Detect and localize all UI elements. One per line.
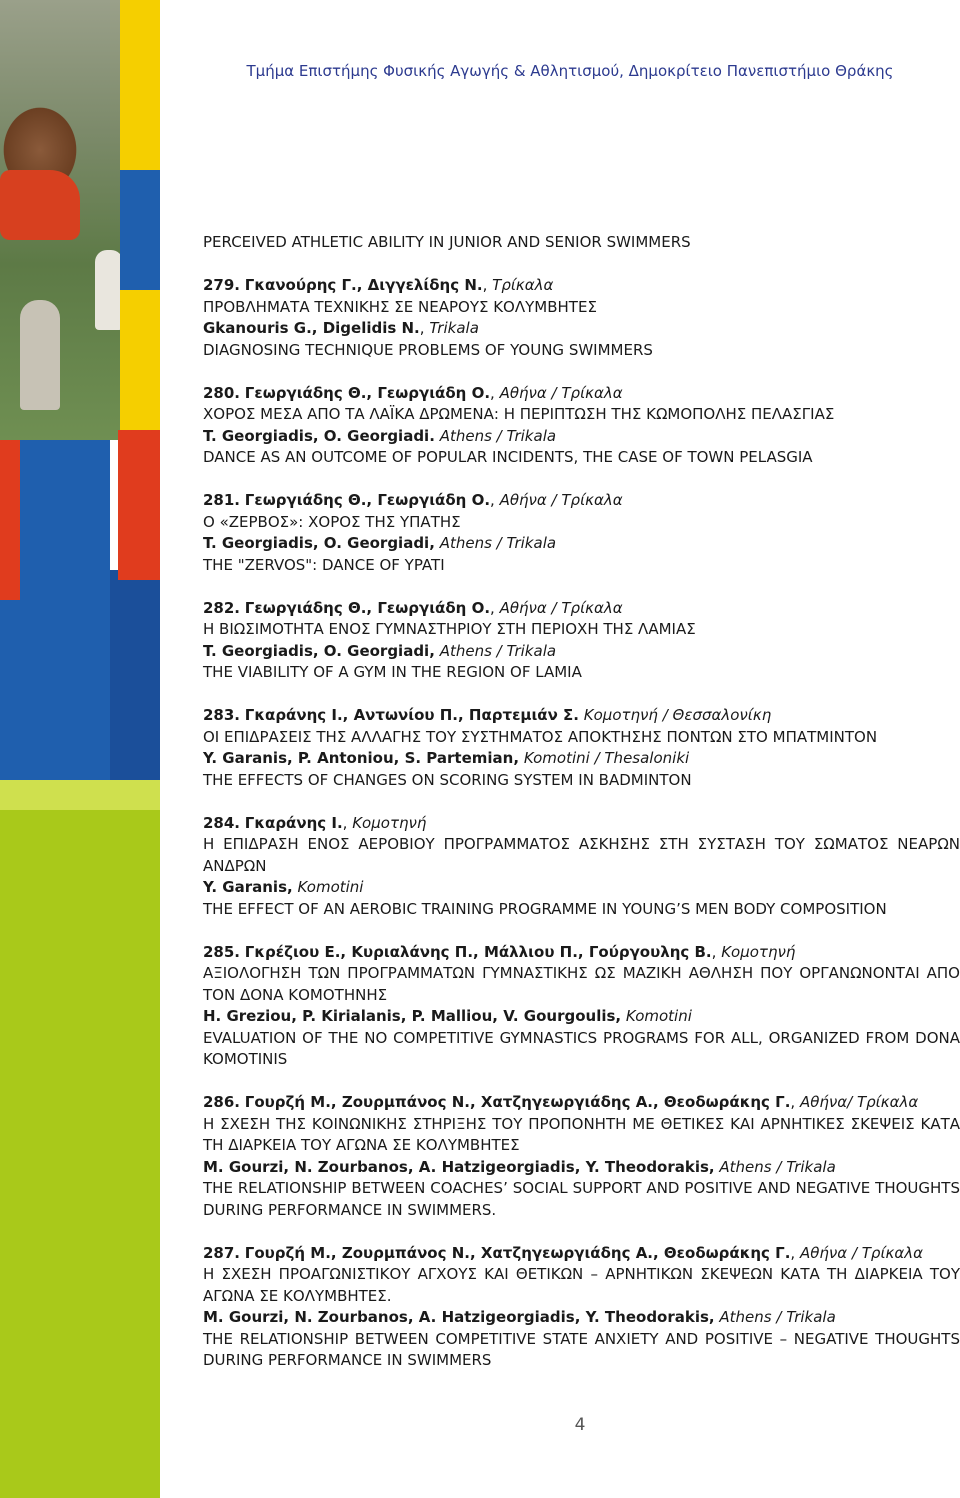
- decorative-stripe: [120, 170, 160, 290]
- entry-title-gr: Η ΣΧΕΣΗ ΠΡΟΑΓΩΝΙΣΤΙΚΟΥ ΑΓΧΟΥΣ ΚΑΙ ΘΕΤΙΚΩΝ – ΑΡΝΗΤΙΚΩΝ ΣΚΕΨΕΩΝ ΚΑΤΑ ΤΗ ΔΙΑΡΚΕΙΑ ΤΟΥ ΑΓΩΝΑ ΣΕ ΚΟΛΥΜΒΗΤΕΣ.: [203, 1265, 960, 1305]
- entry-place-gr: Αθήνα / Τρίκαλα: [499, 383, 623, 402]
- entry-286: 286. Γουρζή Μ., Ζουρμπάνος Ν., Χατζηγεωργιάδης Α., Θεοδωράκης Γ., Αθήνα/ Τρίκαλα Η ΣΧΕΣΗ ΤΗΣ ΚΟΙΝΩΝΙΚΗΣ ΣΤΗΡΙΞΗΣ ΤΟΥ ΠΡΟΠΟΝΗΤΗ ΜΕ ΘΕΤΙΚΕΣ ΚΑΙ ΑΡΝΗΤΙΚΕΣ ΣΚΕΨΕΙΣ ΚΑΤΑ ΤΗ ΔΙΑΡΚΕΙΑ ΤΟΥ ΑΓΩΝΑ ΣΕ ΚΟΛΥΜΒΗΤΕΣ M. Gourzi, N. Zourbanos, A. Hatzigeorgiadis, Y. Theodorakis, Athens / Trikala THE RELATIONSHIP BETWEEN COACHES’ SOCIAL SUPPORT AND POSITIVE AND NEGATIVE THOUGHTS DURING PERFORMANCE IN SWIMMERS.: [203, 1092, 960, 1221]
- entry-authors-en: T. Georgiadis, O. Georgiadi,: [203, 641, 435, 660]
- entry-title-gr: ΧΟΡΟΣ ΜΕΣΑ ΑΠΟ ΤΑ ΛΑΪΚΑ ΔΡΩΜΕΝΑ: Η ΠΕΡΙΠΤΩΣΗ ΤΗΣ ΚΩΜΟΠΟΛΗΣ ΠΕΛΑΣΓΙΑΣ: [203, 405, 835, 423]
- entry-place-gr: Κομοτηνή / Θεσσαλονίκη: [583, 706, 772, 724]
- entry-title-en: THE EFFECT OF AN AEROBIC TRAINING PROGRAMME IN YOUNG’S MEN BODY COMPOSITION: [203, 899, 887, 918]
- entry-authors-gr: Γεωργιάδης Θ., Γεωργιάδη Ο.: [244, 491, 491, 509]
- entry-authors-en: Y. Garanis, P. Antoniou, S. Partemian,: [203, 749, 520, 767]
- entry-282: 282. Γεωργιάδης Θ., Γεωργιάδη Ο., Αθήνα / Τρίκαλα Η ΒΙΩΣΙΜΟΤΗΤΑ ΕΝΟΣ ΓΥΜΝΑΣΤΗΡΙΟΥ ΣΤΗ ΠΕΡΙΟΧΗ ΤΗΣ ΛΑΜΙΑΣ T. Georgiadis, O. Georgiadi, Athens / Trikala THE VIABILITY OF A GYM IN THE REGION OF LAMIA: [203, 598, 960, 684]
- entry-authors-en: Gkanouris G., Digelidis N.: [203, 319, 420, 337]
- entry-number: 287.: [203, 1243, 241, 1262]
- entry-title-gr: ΟΙ ΕΠΙΔΡΑΣΕΙΣ ΤΗΣ ΑΛΛΑΓΗΣ ΤΟΥ ΣΥΣΤΗΜΑΤΟΣ ΑΠΟΚΤΗΣΗΣ ΠΟΝΤΩΝ ΣΤΟ ΜΠΑΤΜΙΝΤΟΝ: [203, 727, 878, 746]
- entry-authors-en: Y. Garanis,: [203, 878, 293, 896]
- entry-place-gr: Κομοτηνή: [721, 942, 796, 961]
- entry-place-gr: Αθήνα/ Τρίκαλα: [799, 1093, 919, 1111]
- entry-title-en: THE VIABILITY OF A GYM IN THE REGION OF LAMIA: [203, 663, 582, 681]
- entry-authors-gr: Γουρζή Μ., Ζουρμπάνος Ν., Χατζηγεωργιάδης Α., Θεοδωράκης Γ.: [244, 1093, 791, 1111]
- entry-title-gr: ΠΡΟΒΛΗΜΑΤΑ ΤΕΧΝΙΚΗΣ ΣΕ ΝΕΑΡΟΥΣ ΚΟΛΥΜΒΗΤΕΣ: [203, 297, 597, 316]
- entry-title-en: THE RELATIONSHIP BETWEEN COACHES’ SOCIAL SUPPORT AND POSITIVE AND NEGATIVE THOUGHTS DURING PERFORMANCE IN SWIMMERS.: [203, 1179, 960, 1219]
- entry-285: 285. Γκρέζιου Ε., Κυριαλάνης Π., Μάλλιου Π., Γούργουλης Β., Κομοτηνή ΑΞΙΟΛΟΓΗΣΗ ΤΩΝ ΠΡΟΓΡΑΜΜΑΤΩΝ ΓΥΜΝΑΣΤΙΚΗΣ ΩΣ ΜΑΖΙΚΗ ΑΘΛΗΣΗ ΠΟΥ ΟΡΓΑΝΩΝΟΝΤΑΙ ΑΠΟ ΤΟΝ ΔΟΝΑ ΚΟΜΟΤΗΝΗΣ H. Greziou, P. Kirialanis, P. Malliou, V. Gourgoulis, Komotini EVALUATION OF THE NO COMPETITIVE GYMNASTICS PROGRAMS FOR ALL, ORGANIZED FROM DONA KOMOTINIS: [203, 942, 960, 1071]
- entry-281: 281. Γεωργιάδης Θ., Γεωργιάδη Ο., Αθήνα / Τρίκαλα Ο «ΖΕΡΒΟΣ»: ΧΟΡΟΣ ΤΗΣ ΥΠΑΤΗΣ T. Georgiadis, O. Georgiadi, Athens / Trikala THE "ZERVOS": DANCE OF YPATI: [203, 490, 960, 576]
- entry-280: 280. Γεωργιάδης Θ., Γεωργιάδη Ο., Αθήνα / Τρίκαλα ΧΟΡΟΣ ΜΕΣΑ ΑΠΟ ΤΑ ΛΑΪΚΑ ΔΡΩΜΕΝΑ: Η ΠΕΡΙΠΤΩΣΗ ΤΗΣ ΚΩΜΟΠΟΛΗΣ ΠΕΛΑΣΓΙΑΣ T. Georgiadis, O. Georgiadi. Athens / Trikala DANCE AS AN OUTCOME OF POPULAR INCIDENTS, THE CASE OF TOWN PELASGIA: [203, 383, 960, 469]
- entry-authors-gr: Γεωργιάδης Θ., Γεωργιάδη Ο.: [244, 598, 491, 617]
- entry-place-en: Athens / Trikala: [719, 1308, 836, 1326]
- entry-title-gr: Ο «ΖΕΡΒΟΣ»: ΧΟΡΟΣ ΤΗΣ ΥΠΑΤΗΣ: [203, 512, 461, 531]
- page-header: Τμήμα Επιστήμης Φυσικής Αγωγής & Αθλητισμού, Δημοκρίτειο Πανεπιστήμιο Θράκης: [246, 62, 894, 80]
- entry-authors-gr: Γκαράνης Ι.: [244, 813, 343, 832]
- entry-authors-gr: Γκαράνης Ι., Αντωνίου Π., Παρτεμιάν Σ.: [244, 706, 579, 724]
- entry-authors-gr: Γκανούρης Γ., Διγγελίδης Ν.: [244, 276, 483, 294]
- entry-place-en: Trikala: [429, 319, 479, 337]
- entry-number: 285.: [203, 942, 241, 961]
- entry-284: 284. Γκαράνης Ι., Κομοτηνή Η ΕΠΙΔΡΑΣΗ ΕΝΟΣ ΑΕΡΟΒΙΟΥ ΠΡΟΓΡΑΜΜΑΤΟΣ ΑΣΚΗΣΗΣ ΣΤΗ ΣΥΣΤΑΣΗ ΤΟΥ ΣΩΜΑΤΟΣ ΝΕΑΡΩΝ ΑΝΔΡΩΝ Y. Garanis, Komotini THE EFFECT OF AN AEROBIC TRAINING PROGRAMME IN YOUNG’S MEN BODY COMPOSITION: [203, 813, 960, 921]
- entry-place-en: Komotini / Thesaloniki: [523, 749, 690, 767]
- entry-place-en: Athens / Trikala: [439, 641, 557, 660]
- decorative-stripe: [110, 570, 160, 810]
- entry-number: 283.: [203, 706, 241, 724]
- entry-279: 279. Γκανούρης Γ., Διγγελίδης Ν., Τρίκαλα ΠΡΟΒΛΗΜΑΤΑ ΤΕΧΝΙΚΗΣ ΣΕ ΝΕΑΡΟΥΣ ΚΟΛΥΜΒΗΤΕΣ Gkanouris G., Digelidis N., Trikala DIAGNOSING TECHNIQUE PROBLEMS OF YOUNG SWIMMERS: [203, 275, 960, 361]
- entry-283: [203, 705, 960, 791]
- entry-place-en: Athens / Trikala: [719, 1157, 836, 1176]
- entry-title-en: DIAGNOSING TECHNIQUE PROBLEMS OF YOUNG SWIMMERS: [203, 340, 653, 359]
- entry-title-gr: ΑΞΙΟΛΟΓΗΣΗ ΤΩΝ ΠΡΟΓΡΑΜΜΑΤΩΝ ΓΥΜΝΑΣΤΙΚΗΣ ΩΣ ΜΑΖΙΚΗ ΑΘΛΗΣΗ ΠΟΥ ΟΡΓΑΝΩΝΟΝΤΑΙ ΑΠΟ ΤΟΝ ΔΟΝΑ ΚΟΜΟΤΗΝΗΣ: [203, 964, 960, 1004]
- entry-287: 287. Γουρζή Μ., Ζουρμπάνος Ν., Χατζηγεωργιάδης Α., Θεοδωράκης Γ., Αθήνα / Τρίκαλα Η ΣΧΕΣΗ ΠΡΟΑΓΩΝΙΣΤΙΚΟΥ ΑΓΧΟΥΣ ΚΑΙ ΘΕΤΙΚΩΝ – ΑΡΝΗΤΙΚΩΝ ΣΚΕΨΕΩΝ ΚΑΤΑ ΤΗ ΔΙΑΡΚΕΙΑ ΤΟΥ ΑΓΩΝΑ ΣΕ ΚΟΛΥΜΒΗΤΕΣ. M. Gourzi, N. Zourbanos, A. Hatzigeorgiadis, Y. Theodorakis, Athens / Trikala THE RELATIONSHIP BETWEEN COMPETITIVE STATE ANXIETY AND POSITIVE – NEGATIVE THOUGHTS DURING PERFORMANCE IN SWIMMERS: [203, 1243, 960, 1372]
- entry-place-en: Athens / Trikala: [439, 534, 557, 552]
- entry-number: 284.: [203, 813, 241, 832]
- entry-authors-gr: Γκρέζιου Ε., Κυριαλάνης Π., Μάλλιου Π., Γούργουλης Β.: [244, 942, 712, 961]
- entry-title-gr: Η ΕΠΙΔΡΑΣΗ ΕΝΟΣ ΑΕΡΟΒΙΟΥ ΠΡΟΓΡΑΜΜΑΤΟΣ ΑΣΚΗΣΗΣ ΣΤΗ ΣΥΣΤΑΣΗ ΤΟΥ ΣΩΜΑΤΟΣ ΝΕΑΡΩΝ ΑΝΔΡΩΝ: [203, 835, 960, 875]
- entry-number: 279.: [203, 276, 241, 294]
- photo-figure: [20, 300, 60, 410]
- entry-place-gr: Κομοτηνή: [352, 813, 427, 832]
- entry-authors-en: M. Gourzi, N. Zourbanos, A. Hatzigeorgiadis, Y. Theodorakis,: [203, 1157, 715, 1176]
- entry-authors-en: T. Georgiadis, O. Georgiadi.: [203, 426, 435, 445]
- entry-place-gr: Αθήνα / Τρίκαλα: [499, 598, 623, 617]
- entry-authors-en: M. Gourzi, N. Zourbanos, A. Hatzigeorgiadis, Y. Theodorakis,: [203, 1308, 715, 1326]
- entry-authors-en: T. Georgiadis, O. Georgiadi,: [203, 534, 435, 552]
- abstract-list: [203, 232, 960, 1372]
- entry-title-gr: Η ΒΙΩΣΙΜΟΤΗΤΑ ΕΝΟΣ ΓΥΜΝΑΣΤΗΡΙΟΥ ΣΤΗ ΠΕΡΙΟΧΗ ΤΗΣ ΛΑΜΙΑΣ: [203, 620, 696, 638]
- entry-authors-gr: Γουρζή Μ., Ζουρμπάνος Ν., Χατζηγεωργιάδης Α., Θεοδωράκης Γ.: [244, 1243, 791, 1262]
- entry-place-gr: Αθήνα / Τρίκαλα: [799, 1243, 924, 1262]
- entry-title-en: THE RELATIONSHIP BETWEEN COMPETITIVE STATE ANXIETY AND POSITIVE – NEGATIVE THOUGHTS DURING PERFORMANCE IN SWIMMERS: [203, 1329, 960, 1369]
- entry-number: 281.: [203, 491, 241, 509]
- decorative-stripe: [0, 780, 160, 810]
- decorative-stripe: [0, 810, 160, 1498]
- entry-number: 282.: [203, 598, 241, 617]
- page-number: 4: [574, 1415, 586, 1435]
- entry-title-en: PERCEIVED ATHLETIC ABILITY IN JUNIOR AND SENIOR SWIMMERS: [203, 233, 691, 251]
- entry-number: 280.: [203, 383, 241, 402]
- entry-place-en: Komotini: [625, 1007, 692, 1025]
- photo-figure: [95, 250, 123, 330]
- entry-title-en: THE "ZERVOS": DANCE OF YPATI: [203, 555, 445, 574]
- entry-title-en: EVALUATION OF THE NO COMPETITIVE GYMNASTICS PROGRAMS FOR ALL, ORGANIZED FROM DONA KOMOTINIS: [203, 1028, 960, 1068]
- entry-place-en: Athens / Trikala: [439, 426, 557, 445]
- entry-title-gr: Η ΣΧΕΣΗ ΤΗΣ ΚΟΙΝΩΝΙΚΗΣ ΣΤΗΡΙΞΗΣ ΤΟΥ ΠΡΟΠΟΝΗΤΗ ΜΕ ΘΕΤΙΚΕΣ ΚΑΙ ΑΡΝΗΤΙΚΕΣ ΣΚΕΨΕΙΣ ΚΑΤΑ ΤΗ ΔΙΑΡΚΕΙΑ ΤΟΥ ΑΓΩΝΑ ΣΕ ΚΟΛΥΜΒΗΤΕΣ: [203, 1114, 960, 1154]
- entry-place-en: Komotini: [297, 878, 364, 896]
- entry-place-gr: Τρίκαλα: [492, 276, 554, 294]
- photo-figure: [0, 170, 80, 240]
- entry-title-en: DANCE AS AN OUTCOME OF POPULAR INCIDENTS, THE CASE OF TOWN PELASGIA: [203, 448, 813, 466]
- entry-authors-gr: Γεωργιάδης Θ., Γεωργιάδη Ο.: [244, 383, 491, 402]
- decorative-stripe: [118, 430, 160, 580]
- entry-title-en: THE EFFECTS OF CHANGES ON SCORING SYSTEM IN BADMINTON: [203, 770, 692, 789]
- entry-authors-en: H. Greziou, P. Kirialanis, P. Malliou, V. Gourgoulis,: [203, 1007, 622, 1025]
- entry-place-gr: Αθήνα / Τρίκαλα: [499, 491, 623, 509]
- entry-number: 286.: [203, 1093, 241, 1111]
- decorative-stripe: [0, 440, 20, 600]
